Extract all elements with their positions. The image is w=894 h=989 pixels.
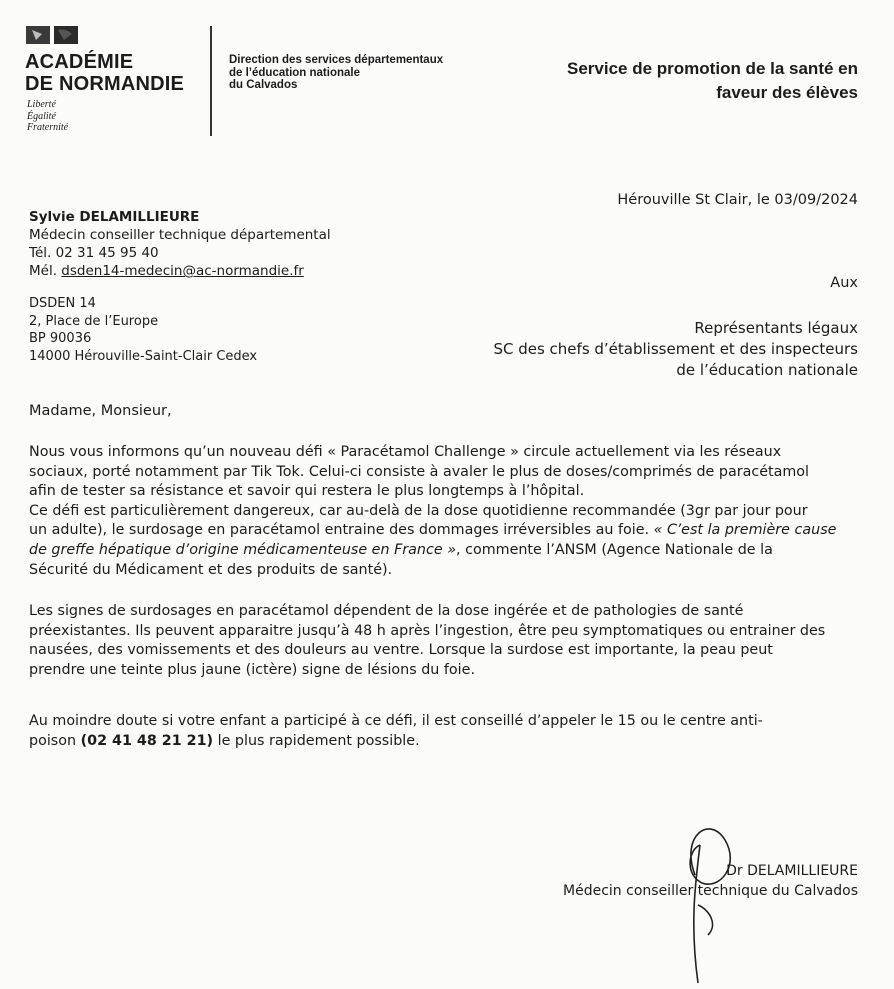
directorate-block: Direction des services départementaux de l’éducation nationale du Calvados [229, 54, 444, 91]
signature-name: Dr DELAMILLIEURE [726, 863, 858, 879]
sender-mail-line: Mél. dsden14-medecin@ac-normandie.fr [29, 263, 304, 279]
address-block: DSDEN 14 2, Place de l’Europe BP 90036 14000 Hérouville-Saint-Clair Cedex [29, 296, 258, 364]
salutation: Madame, Monsieur, [29, 403, 172, 419]
date-line: Hérouville St Clair, le 03/09/2024 [617, 192, 858, 208]
paragraph-2: Les signes de surdosages en paracétamol dépendent de la dose ingérée et de pathologies de santé préexistantes. Ils peuvent apparaitre jusqu’à 48 h après l’ingestion, être peu symptomatiques ou entrainer des nausées, des vomissements et des douleurs au ventre. Lorsque la surdose est importante, la peau peut prendre une teinte plus jaune (ictère) signe de lésions du foie. [29, 603, 826, 678]
paragraph-1: Nous vous informons qu’un nouveau défi « Paracétamol Challenge » circule actuellement via les réseaux sociaux, porté notamment par Tik Tok. Celui-ci consiste à avaler le plus de doses/comprimés de paracétamol afin de tester sa résistance et savoir qui restera le plus longtemps à l’hôpital. Ce défi est particulièrement dangereux, car au-delà de la dose quotidienne recommandée (3gr par jour pour un adulte), le surdosage en paracétamol entraine des dommages irréversibles au foie. « C’est la première cause de greffe hépatique d’origine médicamenteuse en France », commente l’ANSM (Agence Nationale de la Sécurité du Médicament et des produits de santé). [29, 444, 837, 578]
sender-block [29, 208, 331, 280]
paragraph-3: Au moindre doute si votre enfant a participé à ce défi, il est conseillé d’appeler le 15 ou le centre anti- poison (02 41 48 21 21) le plus rapidement possible. [29, 713, 763, 749]
republic-motto: Liberté Égalité Fraternité [27, 99, 69, 133]
marianne-logo-icon [26, 24, 78, 46]
sender-mail-link[interactable]: dsden14-medecin@ac-normandie.fr [61, 263, 304, 279]
service-title: Service de promotion de la santé en faveur des élèves [567, 59, 858, 102]
academy-name-line1: ACADÉMIE [25, 51, 134, 73]
sender-name: Sylvie DELAMILLIEURE [29, 209, 200, 225]
recipients-block: Représentants légaux SC des chefs d’établissement et des inspecteurs de l’éducation nationale [493, 319, 858, 379]
antipoison-phone: (02 41 48 21 21) [80, 732, 214, 749]
academy-name-line2: DE NORMANDIE [25, 73, 185, 95]
recipients-aux: Aux [830, 275, 858, 291]
signature-title: Médecin conseiller technique du Calvados [563, 883, 858, 899]
header-divider [210, 26, 212, 136]
sender-title: Médecin conseiller technique départemental [29, 227, 331, 243]
sender-tel: Tél. 02 31 45 95 40 [29, 245, 159, 261]
